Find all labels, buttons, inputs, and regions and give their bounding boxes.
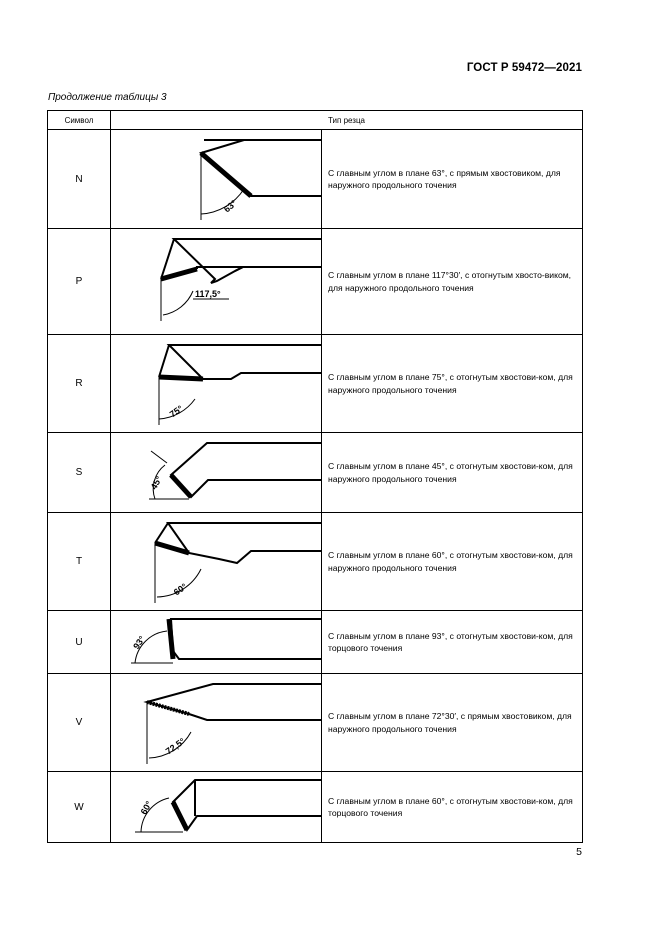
symbol-cell: U <box>48 611 111 674</box>
tool-sketch-s <box>111 433 321 512</box>
tool-sketch-r <box>111 335 321 432</box>
angle-label: 117,5° <box>195 289 221 299</box>
angle-label: 63° <box>221 198 239 215</box>
description-cell: С главным углом в плане 93°, с отогнутым хвостови-ком, для торцового точения <box>322 611 583 674</box>
table-row <box>48 674 583 772</box>
symbol-cell: W <box>48 772 111 843</box>
tool-figure-cell <box>111 772 322 843</box>
table-row <box>48 513 583 611</box>
symbol-cell: S <box>48 433 111 513</box>
table-caption: Продолжение таблицы 3 <box>48 92 167 103</box>
tool-figure-cell <box>111 229 322 335</box>
table-row <box>48 772 583 843</box>
tool-sketch-v <box>111 674 321 771</box>
angle-label: 93° <box>131 634 148 651</box>
tool-figure-cell <box>111 335 322 433</box>
symbol-cell: T <box>48 513 111 611</box>
description-cell: С главным углом в плане 60°, с отогнутым хвостови-ком, для торцового точения <box>322 772 583 843</box>
symbol-cell: R <box>48 335 111 433</box>
description-cell: С главным углом в плане 63°, с прямым хвостовиком, для наружного продольного точения <box>322 130 583 229</box>
description-cell: С главным углом в плане 117°30′, с отогнутым хвосто-виком, для наружного продольного точения <box>322 229 583 335</box>
tool-sketch-t <box>111 513 321 610</box>
angle-label: 60° <box>171 581 189 598</box>
symbol-cell: P <box>48 229 111 335</box>
description-cell: С главным углом в плане 72°30′, с прямым хвостовиком, для наружного продольного точения <box>322 674 583 772</box>
table-header-row <box>48 111 583 130</box>
symbol-cell: N <box>48 130 111 229</box>
angle-label: 75° <box>167 403 185 420</box>
tool-figure-cell <box>111 513 322 611</box>
symbol-cell: V <box>48 674 111 772</box>
table-row <box>48 433 583 513</box>
table-row <box>48 229 583 335</box>
table-row <box>48 130 583 229</box>
page-number: 5 <box>576 846 582 858</box>
tool-sketch-n <box>111 130 321 228</box>
description-cell: С главным углом в плане 45°, с отогнутым хвостови-ком, для наружного продольного точения <box>322 433 583 513</box>
header-type: Тип резца <box>111 111 583 130</box>
tool-sketch-u <box>111 611 321 673</box>
tool-sketch-w <box>111 772 321 842</box>
standard-number: ГОСТ Р 59472—2021 <box>466 62 582 74</box>
header-symbol: Символ <box>48 111 111 130</box>
tool-figure-cell <box>111 611 322 674</box>
tool-figure-cell <box>111 433 322 513</box>
tool-figure-cell <box>111 130 322 229</box>
description-cell: С главным углом в плане 75°, с отогнутым хвостови-ком, для наружного продольного точения <box>322 335 583 433</box>
tool-types-table <box>47 110 583 843</box>
angle-label: 60° <box>138 799 155 817</box>
table-row <box>48 611 583 674</box>
tool-figure-cell <box>111 674 322 772</box>
table-row <box>48 335 583 433</box>
angle-label: 45° <box>148 474 165 492</box>
description-cell: С главным углом в плане 60°, с отогнутым хвостови-ком, для наружного продольного точения <box>322 513 583 611</box>
tool-sketch-p <box>111 229 321 334</box>
angle-label: 72,5° <box>163 736 187 757</box>
